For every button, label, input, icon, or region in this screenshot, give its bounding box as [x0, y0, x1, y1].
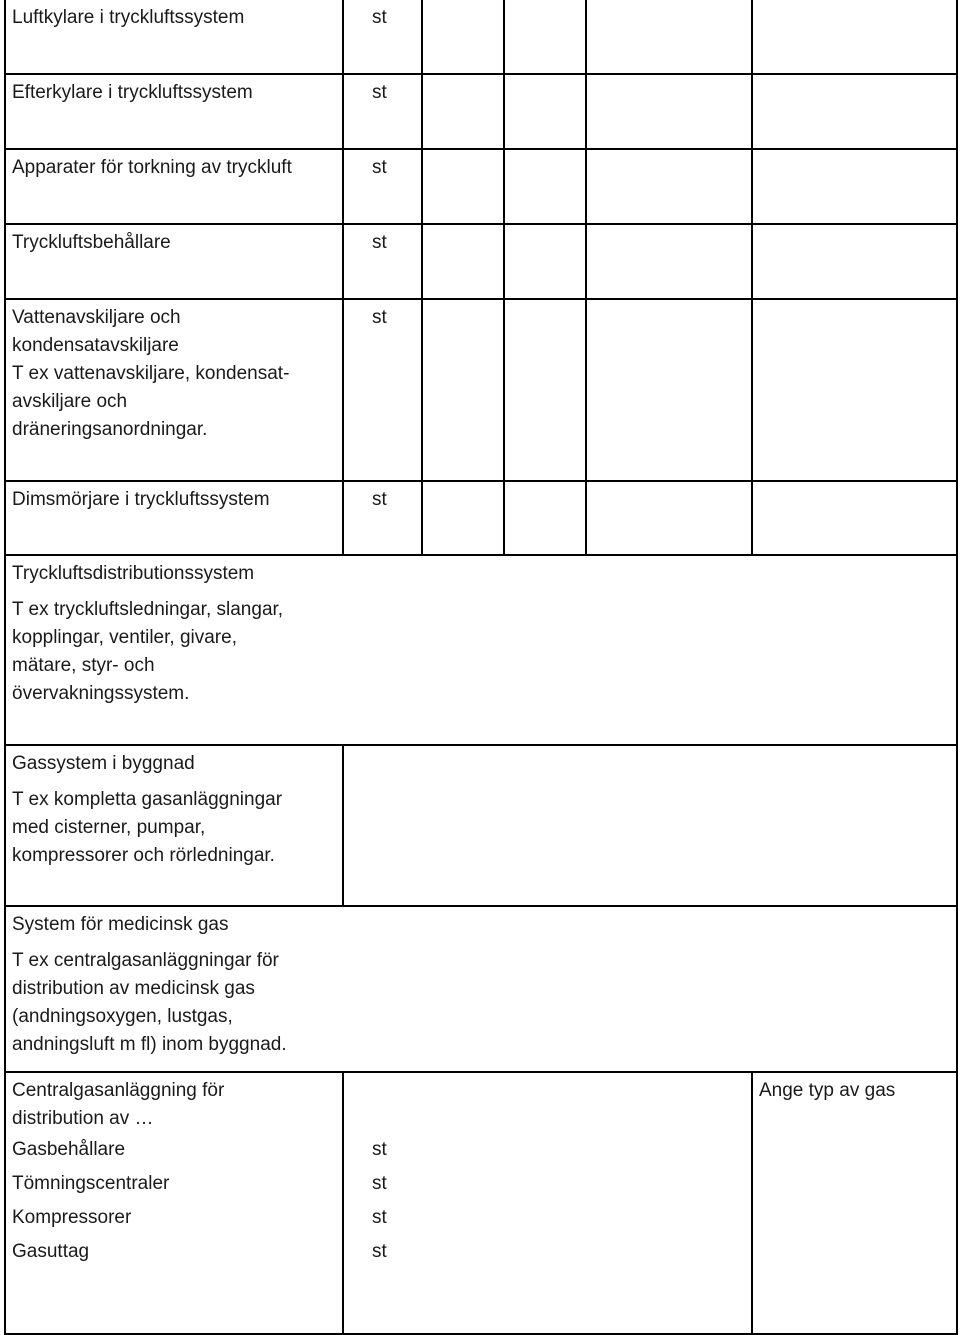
input-cell[interactable] [752, 74, 957, 149]
unit-label: st [372, 1173, 387, 1194]
input-cell[interactable] [504, 74, 586, 149]
section-title: System för medicinsk gas [12, 914, 229, 935]
section-title: Tryckluftsdistributionssystem [12, 563, 255, 584]
inventory-form-table [4, 0, 956, 1290]
section-description: (andningsoxygen, lustgas, [12, 1006, 233, 1027]
gas-type-cell[interactable] [752, 1072, 957, 1334]
input-cell[interactable] [752, 149, 957, 224]
row-description: Tryckluftsbehållare [12, 232, 171, 253]
section-title: Gassystem i byggnad [12, 753, 195, 774]
unit-label: st [372, 1139, 387, 1160]
unit-label: st [372, 307, 387, 328]
table-row [5, 299, 957, 481]
section-description: T ex centralgasanläggningar för [12, 950, 279, 971]
row-description: Apparater för torkning av tryckluft [12, 157, 292, 178]
table-row [5, 224, 957, 299]
unit-cell [343, 299, 422, 481]
input-cell[interactable] [504, 224, 586, 299]
input-cell[interactable] [422, 299, 504, 481]
table-row [5, 0, 957, 74]
unit-label: st [372, 157, 387, 178]
unit-cell [343, 74, 422, 149]
input-cell[interactable] [586, 0, 752, 74]
section-description: mätare, styr- och [12, 655, 155, 676]
section-cell [5, 906, 957, 1072]
input-cell[interactable] [422, 149, 504, 224]
unit-label: st [372, 1207, 387, 1228]
input-cell[interactable] [422, 224, 504, 299]
description-cell [5, 299, 343, 481]
section-description: med cisterner, pumpar, [12, 817, 206, 838]
subitem-label: Tömningscentraler [12, 1173, 170, 1194]
row-description: avskiljare och [12, 391, 128, 412]
input-cell[interactable] [752, 224, 957, 299]
input-cell[interactable] [422, 481, 504, 555]
input-cell[interactable] [504, 0, 586, 74]
input-cell[interactable] [422, 0, 504, 74]
row-description: Vattenavskiljare och [12, 307, 181, 328]
table-row [5, 149, 957, 224]
unit-cell [343, 1072, 752, 1334]
unit-cell [343, 0, 422, 74]
section-cell [5, 555, 957, 745]
input-cell[interactable] [752, 0, 957, 74]
input-cell[interactable] [343, 745, 957, 906]
input-cell[interactable] [504, 149, 586, 224]
input-cell[interactable] [586, 299, 752, 481]
table-row [5, 555, 957, 745]
unit-label: st [372, 82, 387, 103]
row-description: Efterkylare i tryckluftssystem [12, 82, 253, 103]
section-description: T ex tryckluftsledningar, slangar, [12, 599, 284, 620]
row-description: T ex vattenavskiljare, kondensat- [12, 363, 290, 384]
table-row [5, 481, 957, 555]
section-title: distribution av … [12, 1108, 154, 1129]
table-row [5, 1072, 957, 1334]
row-description: kondensatavskiljare [12, 335, 179, 356]
description-cell [5, 745, 343, 906]
table-row [5, 745, 957, 906]
input-cell[interactable] [422, 74, 504, 149]
row-description: Dimsmörjare i tryckluftssystem [12, 489, 270, 510]
section-description: distribution av medicinsk gas [12, 978, 255, 999]
unit-cell [343, 481, 422, 555]
description-cell [5, 0, 343, 74]
row-description: Luftkylare i tryckluftssystem [12, 7, 245, 28]
unit-label: st [372, 7, 387, 28]
input-cell[interactable] [586, 481, 752, 555]
description-cell [5, 74, 343, 149]
input-cell[interactable] [586, 74, 752, 149]
input-cell[interactable] [586, 224, 752, 299]
input-cell[interactable] [752, 299, 957, 481]
input-cell[interactable] [504, 481, 586, 555]
input-cell[interactable] [752, 481, 957, 555]
description-cell [5, 224, 343, 299]
gas-type-note: Ange typ av gas [759, 1080, 896, 1101]
section-description: kopplingar, ventiler, givare, [12, 627, 237, 648]
section-description: andningsluft m fl) inom byggnad. [12, 1034, 287, 1055]
subitem-label: Gasbehållare [12, 1139, 126, 1160]
section-title: Centralgasanläggning för [12, 1080, 225, 1101]
unit-cell [343, 149, 422, 224]
description-cell [5, 481, 343, 555]
subitem-label: Kompressorer [12, 1207, 132, 1228]
subitem-label: Gasuttag [12, 1241, 90, 1262]
table-row [5, 74, 957, 149]
input-cell[interactable] [504, 299, 586, 481]
unit-label: st [372, 232, 387, 253]
section-description: kompressorer och rörledningar. [12, 845, 275, 866]
unit-label: st [372, 489, 387, 510]
section-description: övervakningssystem. [12, 683, 190, 704]
unit-label: st [372, 1241, 387, 1262]
equipment-table [4, 0, 958, 1335]
description-cell [5, 1072, 343, 1334]
input-cell[interactable] [586, 149, 752, 224]
unit-cell [343, 224, 422, 299]
table-row [5, 906, 957, 1072]
description-cell [5, 149, 343, 224]
row-description: dräneringsanordningar. [12, 419, 208, 440]
section-description: T ex kompletta gasanläggningar [12, 789, 283, 810]
